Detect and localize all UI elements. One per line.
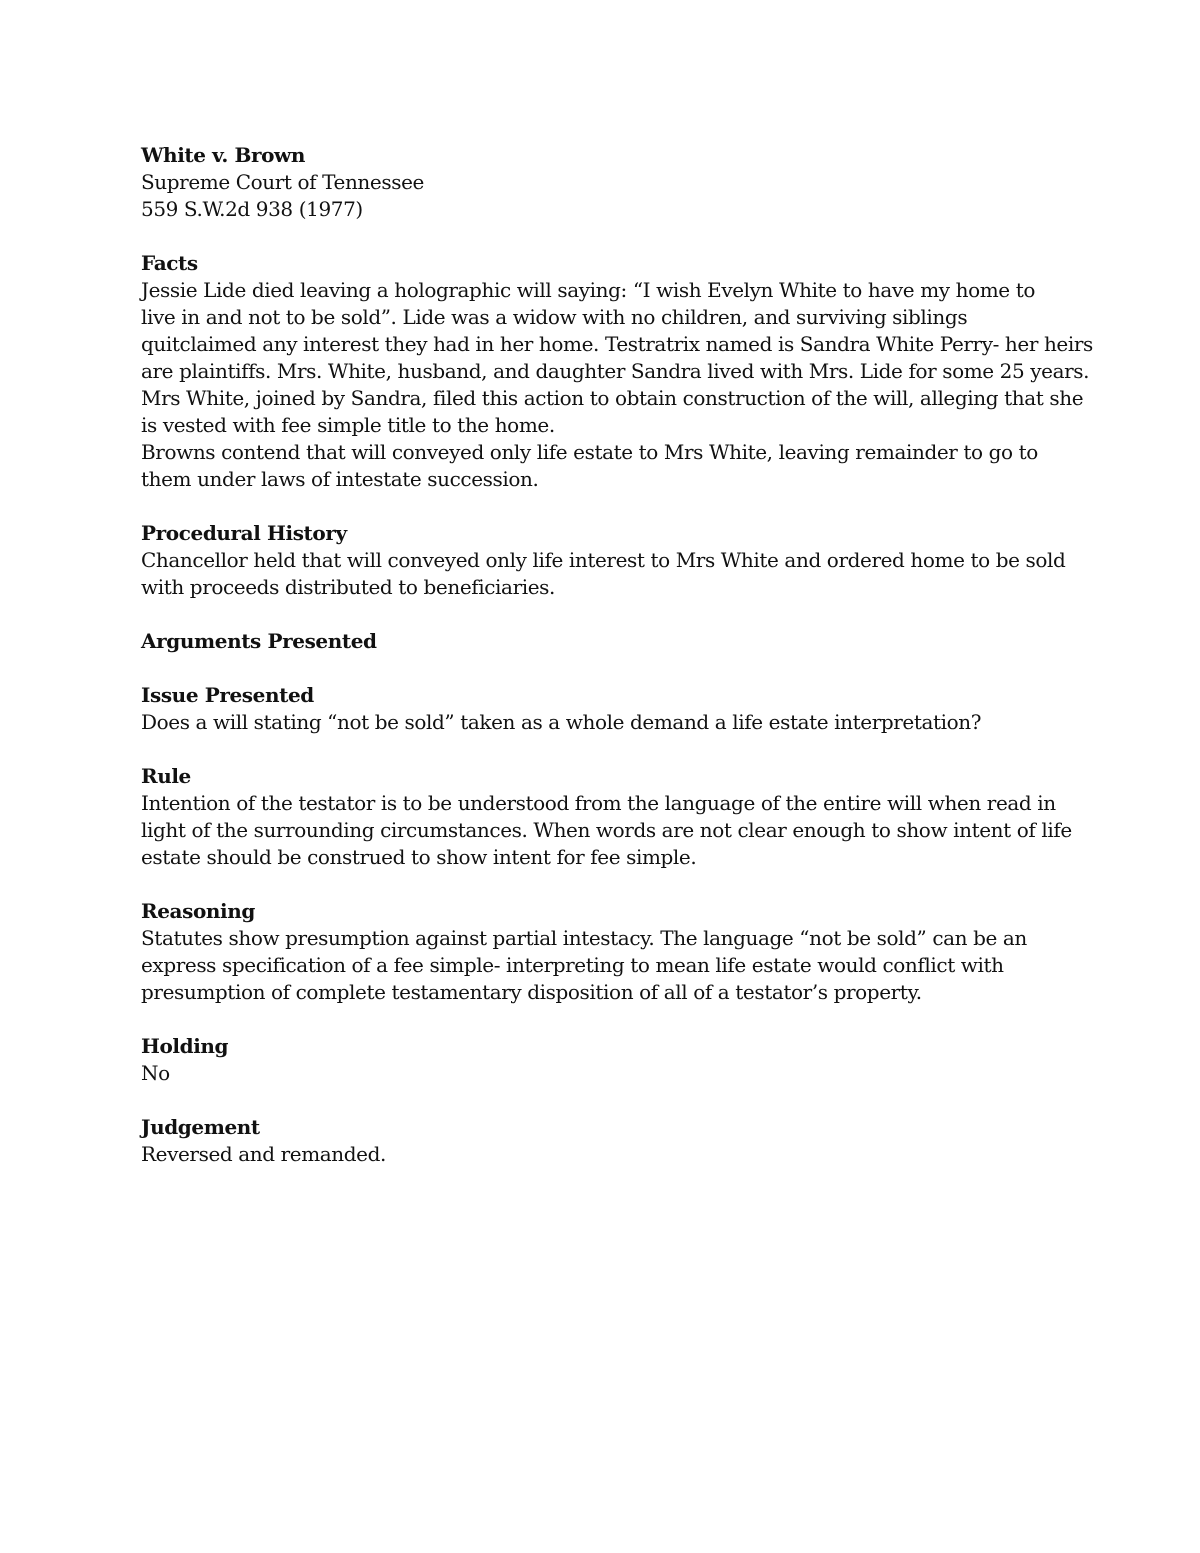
holding-line: No (141, 1061, 170, 1085)
facts-heading: Facts (141, 251, 198, 275)
court-name: Supreme Court of Tennessee (141, 170, 424, 194)
procedural-history-line: Chancellor held that will conveyed only life interest to Mrs White and ordered home to be sold (141, 548, 1066, 572)
spacer (141, 601, 1071, 628)
judgement-heading: Judgement (141, 1115, 260, 1139)
reasoning-line: presumption of complete testamentary disposition of all of a testator’s property. (141, 980, 922, 1004)
reasoning-line: Statutes show presumption against partial intestacy. The language “not be sold” can be an (141, 926, 1027, 950)
issue-heading: Issue Presented (141, 683, 314, 707)
facts-line: Jessie Lide died leaving a holographic will saying: “I wish Evelyn White to have my home to (141, 278, 1035, 302)
issue-line: Does a will stating “not be sold” taken as a whole demand a life estate interpretation? (141, 710, 982, 734)
facts-line: live in and not to be sold”. Lide was a widow with no children, and surviving siblings (141, 305, 968, 329)
holding-heading: Holding (141, 1034, 229, 1058)
rule-line: Intention of the testator is to be understood from the language of the entire will when read in (141, 791, 1056, 815)
case-brief-document (141, 142, 1093, 1168)
procedural-history-heading: Procedural History (141, 521, 347, 545)
facts-line: Mrs White, joined by Sandra, filed this action to obtain construction of the will, alleging that she (141, 386, 1084, 410)
facts-line: Browns contend that will conveyed only life estate to Mrs White, leaving remainder to go to (141, 440, 1038, 464)
spacer (141, 655, 1071, 682)
judgement-line: Reversed and remanded. (141, 1142, 386, 1166)
spacer (141, 736, 1071, 763)
facts-line: quitclaimed any interest they had in her home. Testratrix named is Sandra White Perry- her heirs (141, 332, 1093, 356)
spacer (141, 871, 1071, 898)
spacer (141, 1006, 1071, 1033)
rule-line: estate should be construed to show intent for fee simple. (141, 845, 697, 869)
rule-heading: Rule (141, 764, 191, 788)
case-citation: 559 S.W.2d 938 (1977) (141, 197, 363, 221)
facts-line: are plaintiffs. Mrs. White, husband, and daughter Sandra lived with Mrs. Lide for some 25 years. (141, 359, 1090, 383)
reasoning-line: express specification of a fee simple- interpreting to mean life estate would conflict with (141, 953, 1004, 977)
reasoning-heading: Reasoning (141, 899, 255, 923)
procedural-history-line: with proceeds distributed to beneficiaries. (141, 575, 555, 599)
arguments-heading: Arguments Presented (141, 629, 377, 653)
spacer (141, 493, 1071, 520)
facts-line: them under laws of intestate succession. (141, 467, 539, 491)
facts-line: is vested with fee simple title to the home. (141, 413, 555, 437)
case-title: White v. Brown (141, 143, 305, 167)
spacer (141, 223, 1071, 250)
rule-line: light of the surrounding circumstances. When words are not clear enough to show intent of life (141, 818, 1072, 842)
spacer (141, 1087, 1071, 1114)
